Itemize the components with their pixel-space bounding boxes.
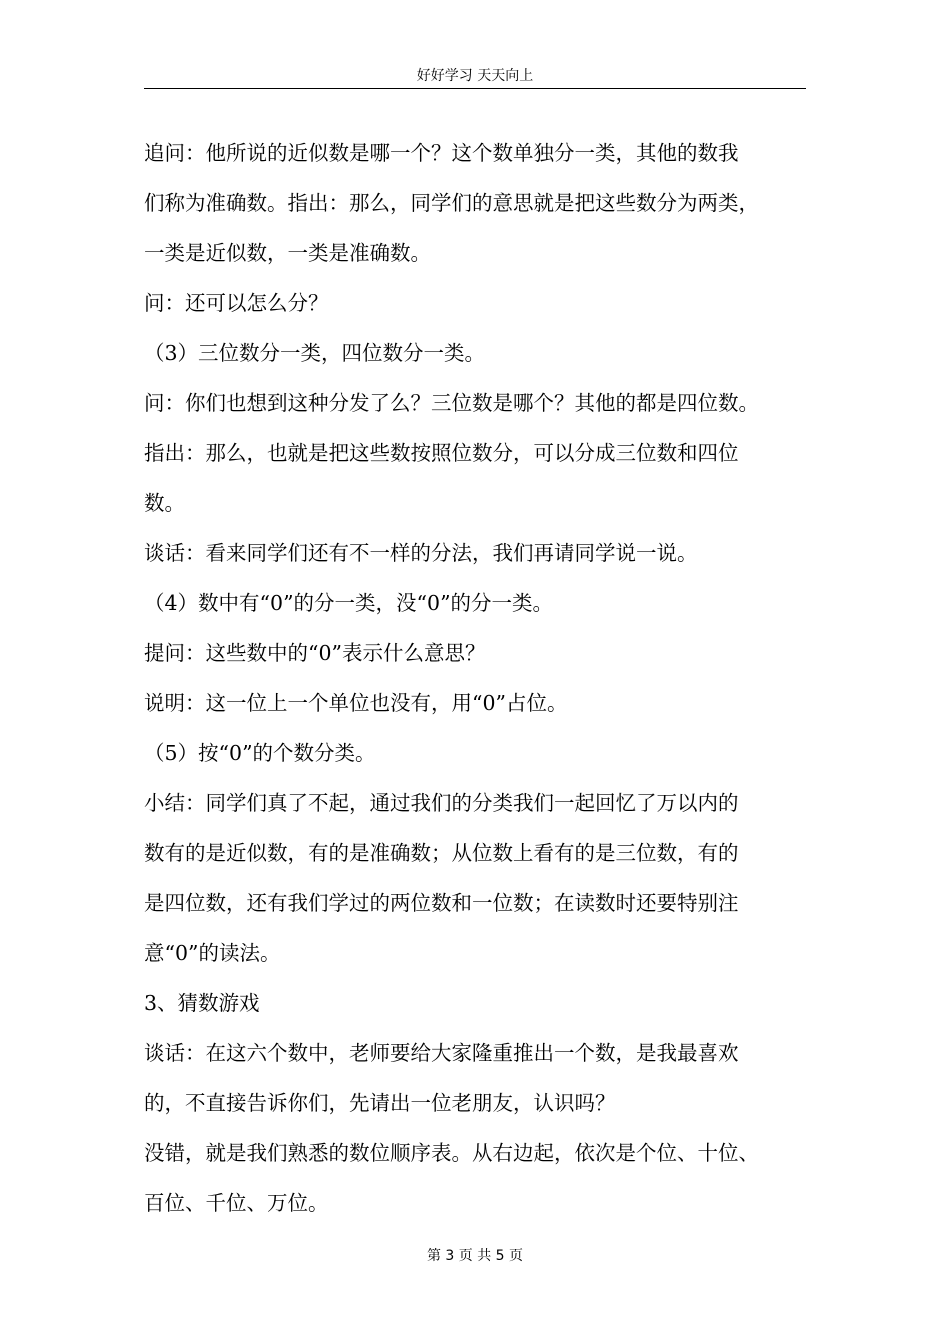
text-line: 的，不直接告诉你们，先请出一位老朋友，认识吗？	[144, 1091, 616, 1115]
document-body	[144, 128, 814, 1228]
page-header: 好好学习 天天向上	[416, 68, 534, 84]
text-line: （4）数中有“0”的分一类，没“0”的分一类。	[144, 591, 554, 615]
text-line: 意“0”的读法。	[144, 941, 281, 965]
text-line: 提问：这些数中的“0”表示什么意思？	[144, 641, 486, 665]
text-line: （3）三位数分一类，四位数分一类。	[144, 341, 486, 365]
text-line: 是四位数，还有我们学过的两位数和一位数；在读数时还要特别注	[144, 891, 739, 915]
text-line: 指出：那么，也就是把这些数按照位数分，可以分成三位数和四位	[144, 441, 739, 465]
text-line: 谈话：看来同学们还有不一样的分法，我们再请同学说一说。	[144, 541, 698, 565]
text-line: 追问：他所说的近似数是哪一个？这个数单独分一类，其他的数我	[144, 141, 739, 165]
header-divider	[144, 88, 806, 89]
text-line: 数有的是近似数，有的是准确数；从位数上看有的是三位数，有的	[144, 841, 739, 865]
text-line: 数。	[144, 491, 185, 515]
section-heading: 3、猜数游戏	[144, 991, 260, 1015]
text-line: 小结：同学们真了不起，通过我们的分类我们一起回忆了万以内的	[144, 791, 739, 815]
page-footer: 第 3 页 共 5 页	[426, 1248, 524, 1264]
text-line: 谈话：在这六个数中，老师要给大家隆重推出一个数，是我最喜欢	[144, 1041, 739, 1065]
text-line: 一类是近似数，一类是准确数。	[144, 241, 431, 265]
text-line: 没错，就是我们熟悉的数位顺序表。从右边起，依次是个位、十位、	[144, 1141, 759, 1165]
text-line: 百位、千位、万位。	[144, 1191, 329, 1215]
text-line: 问：你们也想到这种分发了么？三位数是哪个？其他的都是四位数。	[144, 391, 759, 415]
text-line: （5）按“0”的个数分类。	[144, 741, 376, 765]
text-line: 问：还可以怎么分？	[144, 291, 329, 315]
text-line: 们称为准确数。指出：那么，同学们的意思就是把这些数分为两类，	[144, 191, 759, 215]
text-line: 说明：这一位上一个单位也没有，用“0”占位。	[144, 691, 568, 715]
